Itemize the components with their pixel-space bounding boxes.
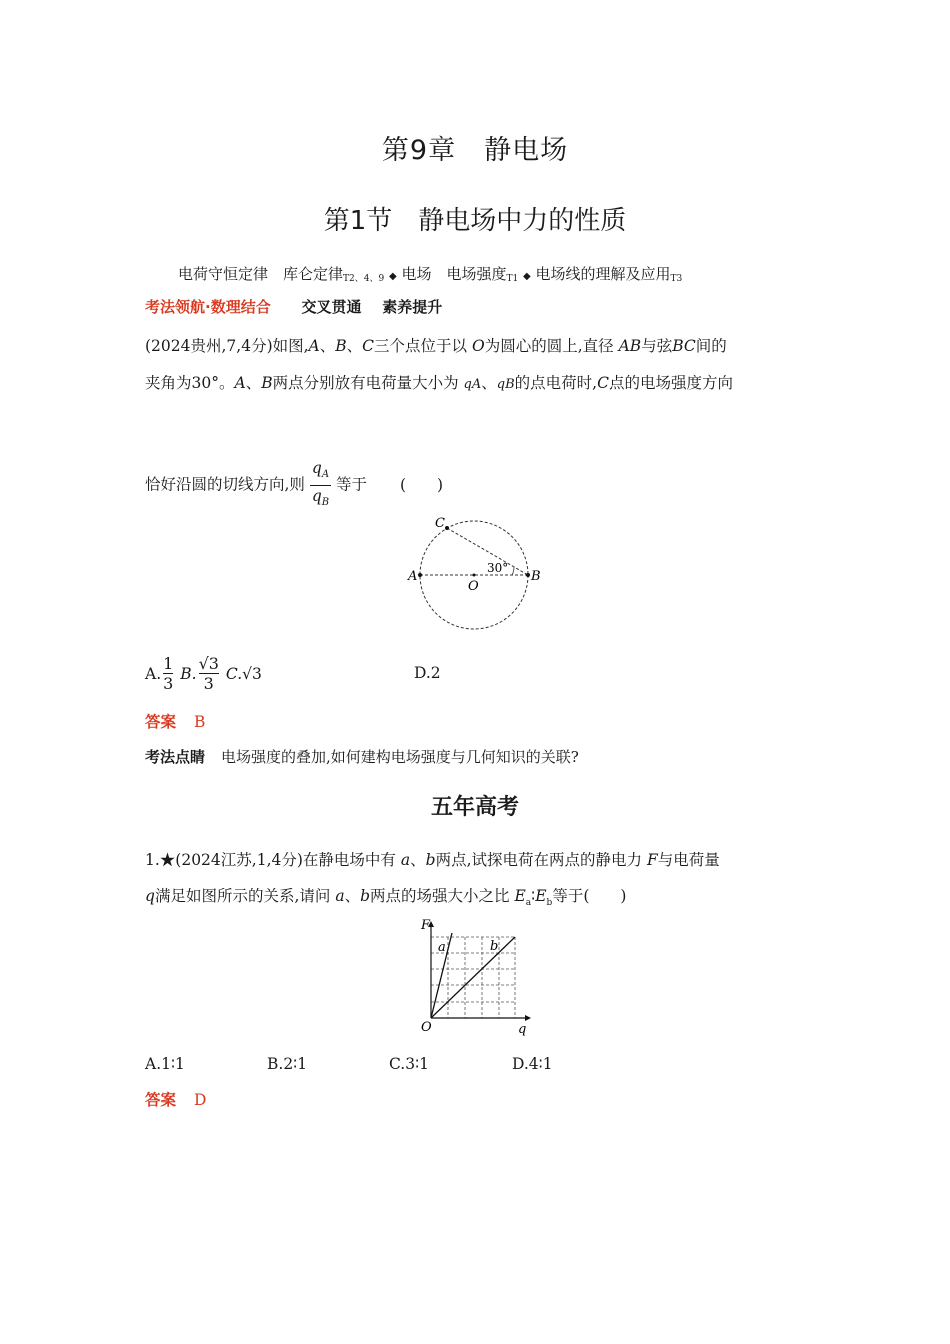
chapter-title: 第9章 静电场 [381,135,569,166]
graph-label-q: q [518,1022,527,1037]
point-c-label: C [362,337,375,355]
segment-ab-label: AB [618,337,642,355]
diagram-label-c: C [435,516,445,531]
question-text: 1.★(2024江苏,1,4分)在静电场中有 [145,851,396,869]
circle-diagram [400,512,560,637]
question-text: 与弦 [641,337,673,355]
segment-bc-label: BC [672,337,696,355]
example-question-line-3 [145,458,443,513]
question-text: 两点的场强大小之比 [370,887,510,905]
option-a-denominator: 3 [163,674,174,693]
diamond-icon: ◆ [523,271,531,282]
example-question-line-2 [145,371,733,397]
option-c-prefix: C. [225,664,243,683]
section-title: 第1节 静电场中力的性质 [323,206,627,236]
question-text: 夹角为30°。 [145,374,235,392]
topic-field-lines-questions: T3 [670,274,683,284]
point-o-dot [473,574,476,577]
point-o-label: O [472,337,485,355]
option-c[interactable] [226,665,262,683]
question-text: 点的电场强度方向 [608,374,733,392]
diagram-label-o: O [468,579,479,594]
focus-text: 电场强度的叠加,如何建构电场强度与几何知识的关联? [221,748,579,766]
example-answer [145,710,205,732]
answer-label: 答案 [145,1091,177,1109]
question-text: 等于( ) [552,887,627,905]
separator: 、 [410,851,426,869]
graph-label-f: F [421,918,431,933]
point-a-label: a [400,851,411,869]
point-a-label: a [335,887,345,905]
method-navigation [145,296,442,317]
question-text: 恰好沿圆的切线方向,则 [145,475,305,494]
field-ea-label: E [514,887,526,905]
question-1-option-c[interactable]: C.3∶1 [389,1055,429,1073]
option-a-prefix: A. [145,664,162,683]
topic-field-strength: 电场 电场强度 [401,265,507,283]
diagram-angle-label: 30° [487,561,509,575]
example-options [145,654,262,693]
point-b-label: B [335,337,347,355]
question-text: 与电荷量 [657,851,720,869]
point-a-dot [418,573,422,577]
graph-label-b: b [490,939,499,954]
fraction-denominator-sub: B [321,497,330,509]
force-label: F [646,851,658,869]
separator: 、 [481,374,497,392]
question-1-option-a[interactable]: A.1∶1 [145,1055,185,1073]
method-nav-label: 考法领航·数理结合 [145,298,271,316]
fraction-numerator-sub: A [321,469,330,481]
topic-coulomb-questions: T2、4、9 [343,274,385,284]
fraction-numerator: q [311,459,322,477]
question-text: 间的 [695,337,727,355]
question-source: (2024贵州,7,4分)如图, [145,337,309,355]
option-a-numerator: 1 [163,654,174,673]
separator: 、 [344,887,361,905]
question-1-option-b[interactable]: B.2∶1 [267,1055,308,1073]
graph-label-o: O [421,1020,432,1035]
diagram-label-b: B [531,569,541,584]
topic-field-strength-questions: T1 [506,274,519,284]
option-b-numerator: √3 [198,654,219,673]
five-year-heading: 五年高考 [430,795,519,820]
angle-arc [512,567,514,575]
question-text: 两点分别放有电荷量大小为 [272,374,459,392]
point-a-label: A [308,337,320,355]
question-text: 两点,试探电荷在两点的静电力 [435,851,642,869]
question-text: 为圆心的圆上,直径 [484,337,614,355]
separator: 、 [245,374,262,392]
separator: 、 [319,337,336,355]
option-b[interactable] [180,654,221,693]
charge-ratio-fraction [310,458,331,513]
point-c-dot [445,526,449,530]
field-eb-sub: b [546,898,553,909]
option-b-fraction [199,654,219,693]
charge-label: q [145,887,155,905]
separator: 、 [346,337,363,355]
q-axis-arrow [525,1015,531,1021]
point-b-dot [526,573,530,577]
force-charge-graph [415,915,535,1037]
charge-qb-label: qB [496,377,515,392]
option-b-prefix: B. [180,664,197,683]
answer-bracket: ( ) [399,475,444,494]
field-eb-label: E [535,887,547,905]
point-b-label: B [261,374,273,392]
option-c-value: √3 [242,664,262,683]
fraction-denominator: q [311,487,322,506]
point-b-label: b [360,887,371,905]
diamond-icon: ◆ [388,271,397,282]
option-b-denominator: 3 [203,674,214,693]
question-1-answer [145,1088,206,1110]
question-text: 的点电荷时, [514,374,598,392]
focus-label: 考法点睛 [145,748,206,766]
graph-label-a: a [438,940,446,955]
point-b-label: b [425,851,436,869]
field-ea-sub: a [525,898,532,909]
topic-list [178,262,682,291]
question-text: 满足如图所示的关系,请问 [154,887,331,905]
method-nav-tag-cross: 交叉贯通 [301,298,362,316]
question-text: 三个点位于以 [374,337,468,355]
answer-value: D [194,1091,207,1109]
option-d[interactable]: D.2 [414,664,441,682]
ratio-colon: ∶ [531,887,536,905]
example-question-line-1 [145,334,727,358]
question-1-line-1 [145,848,720,872]
diagram-label-a: A [408,569,418,584]
topic-field-lines: 电场线的理解及应用 [535,265,671,283]
answer-label: 答案 [145,713,177,731]
option-a[interactable] [145,654,175,693]
point-c-label: C [597,374,609,392]
point-a-label: A [234,374,246,392]
answer-value: B [194,713,206,731]
question-1-option-d[interactable]: D.4∶1 [512,1055,553,1073]
option-a-fraction [163,654,173,693]
question-1-line-2 [145,884,626,915]
method-nav-tag-literacy: 素养提升 [382,298,443,316]
method-focus [145,746,579,767]
charge-qa-label: qA [463,377,482,392]
topic-coulomb: 电荷守恒定律 库仑定律 [178,265,344,283]
question-text: 等于 [335,475,367,494]
